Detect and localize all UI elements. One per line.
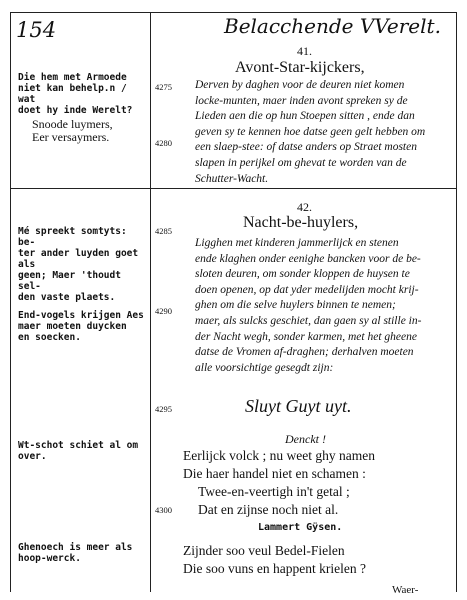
section-divider [10,188,457,189]
speaker-name: Lammert Gÿsen. [258,522,343,533]
prose-line: der Nacht wegh, sonder karmen, met het gheene [195,330,417,343]
verse-line: Dat en zijnse noch niet al. [198,502,339,517]
margin-note-line: den vaste plaets. [18,292,116,303]
margin-note-line: Mé spreekt somtyts: be- [18,226,127,248]
prose-line: slapen in perijkel om ghevat te worden van de [195,156,407,169]
section-42-title: Nacht-be-huylers, [243,214,359,231]
margin-note-line: Eer versaymers. [32,130,110,144]
line-number: 4300 [155,505,172,515]
running-head: Belacchende VVerelt. [224,14,441,38]
margin-note-ghenoech [18,542,146,564]
top-rule [10,12,457,13]
verse-line: Die soo vuns en happent krielen ? [183,561,366,576]
margin-note-line: Die hem met Armoede [18,72,127,83]
prose-line: doen openen, op dat yder medelijden mocht krij- [195,283,419,296]
prose-line: ghen om die selve huylers binnen te nemen; [195,299,396,312]
margin-column-rule [150,12,151,592]
page-number: 154 [16,18,57,42]
motto: Sluyt Guyt uyt. [245,396,352,416]
catchword: Waer- [392,584,419,596]
prose-line: Lieden aen die op hun Stoepen sitten , ende dan [195,110,415,123]
margin-note-line: ter ander luyden goet als [18,248,139,270]
margin-note-line: over. [18,451,47,462]
margin-note-line: hoop-werck. [18,553,81,564]
section-42-number: 42. [297,200,312,214]
section-42-text [195,236,445,376]
margin-note-luymers [32,118,148,144]
prose-line: Derven by daghen voor de deuren niet komen [195,79,405,91]
margin-note-armoede [18,72,146,116]
line-number: 4275 [155,82,172,92]
margin-note-line: maer moeten duycken [18,321,127,332]
section-41-text [195,78,445,187]
margin-note-wt-schot [18,440,146,462]
prose-line: een slaep-stee: of datse anders op Straet mosten [195,141,417,154]
margin-note-line: Snoode luymers, [32,117,113,131]
prose-line: geven sy te kennen hoe datse geen gelt hebben om [195,125,426,138]
margin-note-line: Wt-schot schiet al om [18,440,139,451]
prose-line: ende klaghen onder eenighe bancken voor de be- [195,252,421,265]
margin-note-end-vogels [18,310,146,343]
prose-line: locke-munten, maer inden avont spreken sy de [195,94,408,107]
denckt-label: Denckt ! [285,432,326,446]
prose-line: Schutter-Wacht. [195,172,269,185]
margin-note-line: geen; Maer 'thoudt sel- [18,270,121,292]
line-number: 4285 [155,226,172,236]
line-number: 4290 [155,306,172,316]
margin-note-line: End-vogels krijgen Aes [18,310,144,321]
right-border [456,12,457,592]
margin-note-line: Ghenoech is meer als [18,542,133,553]
section-41-number: 41. [297,44,312,58]
prose-line: sloten deuren, om sonder kloppen de huysen te [195,268,410,281]
line-number: 4295 [155,404,172,414]
margin-note-line: en soecken. [18,332,81,343]
line-number: 4280 [155,138,172,148]
left-border [10,12,11,592]
section-41-title: Avont-Star-kijckers, [235,59,365,76]
verse-line: Eerlijck volck ; nu weet ghy namen [183,448,375,463]
margin-note-vaste-plaets [18,226,146,303]
margin-note-line: niet kan behelp.n / wat [18,83,127,105]
margin-note-line: doet hy inde Werelt? [18,105,133,116]
prose-line: datse de Vromen af-draghen; derhalven moeten [195,346,414,359]
verse-line: Twee-en-veertigh in't getal ; [198,484,350,499]
verse-line: Die haer handel niet en schamen : [183,466,366,481]
prose-line: maer, als sulcks geschiet, dan gaen sy al stille in- [195,314,422,327]
verse-line: Zijnder soo veul Bedel-Fielen [183,543,345,558]
prose-line: Ligghen met kinderen jammerlijck en stenen [195,237,399,249]
prose-line: alle voorsichtige gesegdt zijn: [195,361,334,374]
